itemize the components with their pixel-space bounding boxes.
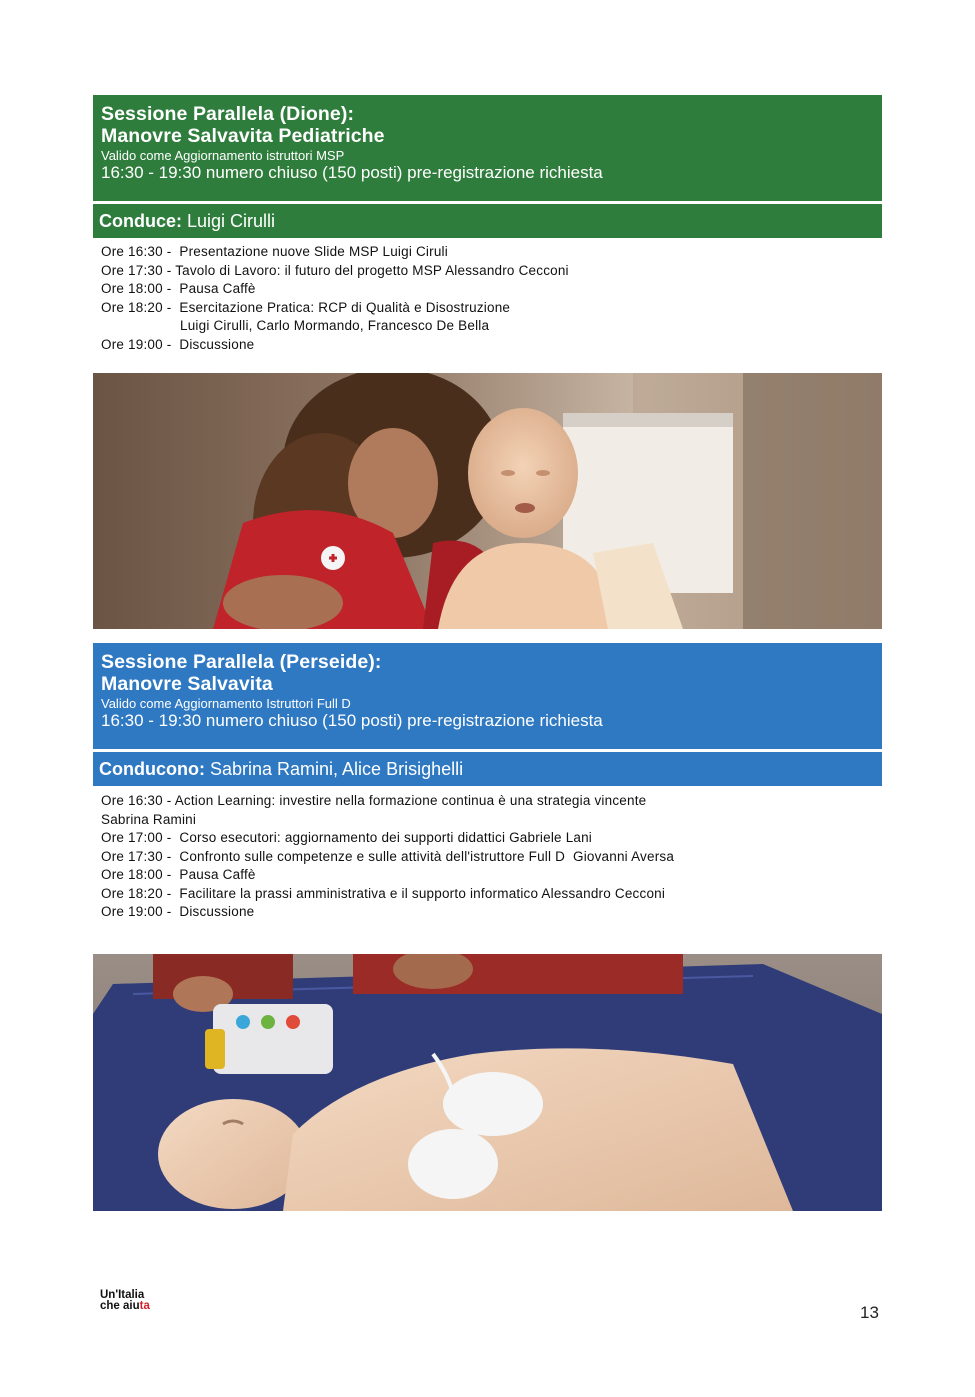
logo-line-2a: che aiu — [100, 1300, 140, 1312]
session-dione-title-1: Sessione Parallela (Dione): — [101, 103, 355, 125]
session-perseide-lead-label: Conducono: — [99, 759, 205, 779]
session-perseide-program — [101, 792, 674, 922]
page-number: 13 — [860, 1303, 879, 1322]
program-line: Ore 17:00 - Corso esecutori: aggiornamento dei supporti didattici Gabriele Lani — [101, 830, 593, 845]
logo-line-1: Un'Italia — [100, 1289, 145, 1301]
session-dione — [93, 95, 882, 238]
session-perseide-title-1: Sessione Parallela (Perseide): — [101, 651, 382, 673]
session-dione-program — [101, 243, 569, 354]
session-perseide — [93, 643, 882, 786]
program-line: Ore 19:00 - Discussione — [101, 336, 255, 352]
session-perseide-validity: Valido come Aggiornamento Istruttori Full D — [101, 696, 351, 711]
program-line: Ore 16:30 - Action Learning: investire nella formazione continua è una strategia vincente — [101, 793, 647, 808]
program-line: Ore 16:30 - Presentazione nuove Slide MSP Luigi Ciruli — [101, 244, 448, 259]
session-perseide-time: 16:30 - 19:30 numero chiuso (150 posti) pre-registrazione richiesta — [101, 711, 603, 730]
photo-adult-cpr-aed — [93, 954, 882, 1211]
session-perseide-header — [93, 643, 882, 749]
session-perseide-lead — [93, 752, 882, 786]
program-line: Ore 18:20 - Facilitare la prassi amministrativa e il supporto informatico Alessandro Cecconi — [101, 885, 666, 901]
session-dione-title-2: Manovre Salvavita Pediatriche — [101, 125, 385, 147]
session-dione-lead-label: Conduce: — [99, 211, 182, 231]
session-dione-validity: Valido come Aggiornamento istruttori MSP — [101, 148, 345, 163]
program-line: Ore 19:00 - Discussione — [101, 904, 255, 919]
program-line: Ore 18:00 - Pausa Caffè — [101, 281, 256, 296]
program-line: Ore 18:20 - Esercitazione Pratica: RCP di Qualità e Disostruzione — [101, 299, 511, 315]
program-line: Luigi Cirulli, Carlo Mormando, Francesco De Bella — [101, 318, 490, 333]
session-perseide-lead-names: Sabrina Ramini, Alice Brisighelli — [204, 759, 464, 779]
program-line: Ore 17:30 - Tavolo di Lavoro: il futuro del progetto MSP Alessandro Cecconi — [101, 262, 569, 278]
session-perseide-title-2: Manovre Salvavita — [101, 673, 273, 695]
logo-line-2b: ta — [139, 1300, 150, 1312]
session-dione-header — [93, 95, 882, 201]
program-line: Ore 17:30 - Confronto sulle competenze e sulle attività dell'istruttore Full D Giovanni Aversa — [101, 848, 675, 864]
session-dione-time: 16:30 - 19:30 numero chiuso (150 posti) pre-registrazione richiesta — [101, 163, 603, 182]
unitalia-logo — [100, 1290, 150, 1312]
session-dione-lead — [93, 204, 882, 238]
photo-pediatric-cpr — [93, 373, 882, 629]
program-line: Ore 18:00 - Pausa Caffè — [101, 867, 256, 882]
session-dione-lead-names: Luigi Cirulli — [182, 211, 276, 231]
program-line: Sabrina Ramini — [101, 811, 197, 827]
